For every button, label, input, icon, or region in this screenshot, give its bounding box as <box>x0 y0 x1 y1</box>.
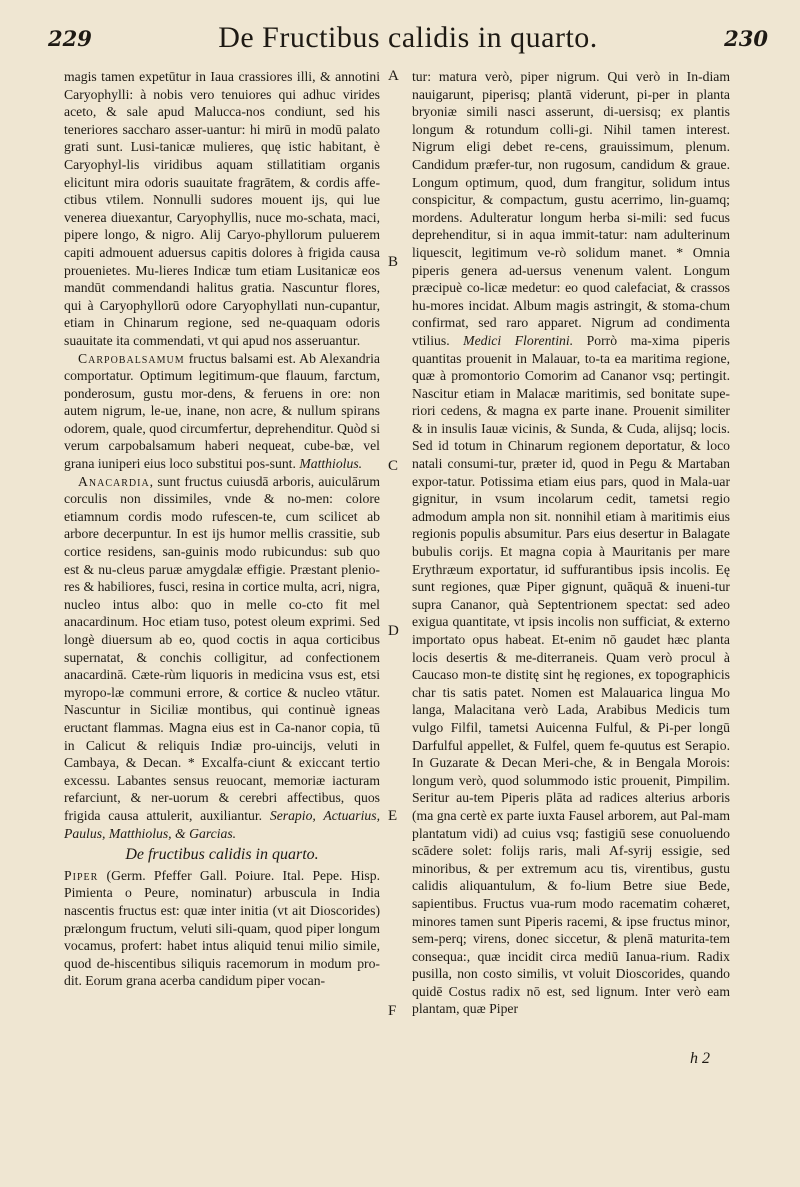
paragraph-piper-continued: tur: matura verò, piper nigrum. Qui verò in In-diam nauigarunt, piperisq; plantā viderunt, pi-per in planta bryoniæ simili nasci asserunt, di-uersisq; ex plantis longum & rotundum colli-gi. Nihil tamen interest. Nigrum eligi debet re-cens, grauissimum, plenum. Candidum præfer-tur, non rugosum, candidum & graue. Longum optimum, quod, dum frangitur, solidum intus conspicitur, & compactum, gustu acerrimo, lin-guamq; mordens. Adulteratur longum herba si-mili: sed fucus deprehenditur, si in aqua immit-tatur: nam adulterinum liquescit, legitimum ve-rò solidum manet. * Omnia piperis genera ad-uersus venenum valent. Longum præcipuè co-licæ medetur: eo quod calefaciat, & crassos hu-mores incidat. Album magis astringit, & stoma-chum confirmat, sed raro apparet. Nigrum ad condimenta vtilius. Medici Florentini. Porrò ma-xima piperis quantitas prouenit in Malauar, to-ta ea maritima regione, quæ à promontorio Comorim ad Cananor vsq; pertingit. Nascitur etiam in Malacæ maritimis, sed bonitate supe-riori cedens, & magna ex parte inane. Prouenit similiter & in insulis Iauæ vicinis, & Sunda, & Cuda, alijsq; locis. Sed id totum in Chinarum regionem deportatur, & loco natali consumi-tur, præter id, quod in Pegu & Martaban expor-tatur. Potissima etiam eius pars, quod in Mala-uar gignitur, in vsum incolarum cedit, tametsi regio admodum ampla non sit. nonnihil etiam à maritimis eius regionis populis absumitur. Pars eius desertur in Balagate bubulis corijs. Et magna copia à Mauritanis per mare Erythræum exportatur, id suffurantibus ipsis incolis. Eę sunt regiones, quæ Piper gignunt, quāquā & inueni-tur supra Cananor, quà Septentrionem spectat: sed adeo exigua quantitate, vt ipsis incolis non sufficiat, & externo importato opus habeat. Et-enim nō gaudet hæc planta locis desertis & me-diterraneis. Quam verò procul à Caucaso mon-te distitę sint hę regiones, ex topographicis char tis satis patet. Nomen est Malauarica lingua Mo langa, Malacitana verò Lada, Arabibus Medicis tum vulgo Filfil, tametsi Auicenna Fulful, & Pi-per longū Darfulful appellet, & Fulfel, quem fe-quutus est Serapio. In Guzarate & Decan Meri-che, & in Bengala Morois: longum verò, quod solummodo istic prouenit, Pimpilim. Seritur au-tem Piperis plāta ad radices alterius arboris (ma gna certè ex parte iuxta Fausel arborem, aut Pal-mam plantatum vidi) ad cuius vsq; fastigiū sese conuoluendo scādere solet: folijs raris, mali Af-syrij essigie, sed minoribus, & per extremum acu tis, virentibus, gustu calidis aliquantulum, & fo-lium Betre siue Bede, sapientibus. Fructus vua-rum modo racematim cohæret, minores tamen sunt Piperis racemi, & ipse fructus minor, sem-perq; virens, donec siccetur, & plenā maturita-tem consequa:, quæ incidit circa mediū Ianua-rium. Radix pusilla, non costo similis, vt voluit Dioscorides, quando quidē Costus radix nō est, sed lignum. Inter verò eam plantam, quæ Piper <box>412 69 730 1017</box>
paragraph-carpobalsamum: Carpobalsamum fructus balsami est. Ab Alexandria comportatur. Optimum legitimum-que flauum, farctum, ponderosum, gustu mor-dens, & feruens in ore: non autem nigrum, le-ue, inane, non acre, & nullum spirans odorem, quale, quod circumfertur, deprehenditur. Quòd si verum carpobalsamum haberi nequeat, cube-bæ, vel grana iuniperi eius loco substitui pos-sunt. Matthiolus. <box>64 350 380 472</box>
margin-letter: F <box>388 1003 397 1019</box>
section-heading: De fructibus calidis in quarto. <box>125 846 319 864</box>
paragraph-caryophylli: magis tamen expetūtur in Iaua crassiores illi, & annotini Caryophylli: à nobis vero tenuiores qui adhuc virides aceto, & sale apud Malucca-nos condiunt, sed his teneriores saccharo asser-uantur: hi mirū in modū palato grati sunt. Lusi-tanicæ mulieres, quę istic habitant, è Caryophyl-lis viridibus aquam stillatitiam organis elicitunt mira odoris suauitate fragrātem, & cordis affe-ctibus vtilem. Nonnulli sudores mouent ijs, qui lue venerea diuexantur, Caryophyllis, nuce mo-schata, maci, pipere longo, & nigro. Alij Caryo-phyllorum puluerem capiti admouent aduersus capitis dolores à frigida causa prouenietes. Mu-lieres Indicæ tum etiam Lusitanicæ eos mandūt commendandi halitus gratia. Nascuntur flores, qui à Caryophyllorū odore Caryophyllati nun-cupantur, etiam in Chinarum regione, sed ne-quaquam odoris suauitate ita commendati, vt qui apud nos asseruantur. <box>64 69 380 348</box>
author-citation: Serapio, Actuarius, Paulus, Matthiolus, & Garcias. <box>64 807 380 841</box>
page-number-left: 229 <box>48 25 92 51</box>
author-citation: Matthiolus. <box>299 456 363 472</box>
page-header <box>48 18 768 58</box>
entry-lead-anacardia: Anacardia <box>78 473 150 489</box>
left-column <box>64 68 380 990</box>
margin-letter: E <box>388 808 398 824</box>
signature-mark: h 2 <box>690 1050 710 1067</box>
column-margin-letters <box>382 68 410 1019</box>
margin-letter: A <box>388 68 399 84</box>
right-column <box>412 68 730 1018</box>
paragraph-piper: Piper (Germ. Pfeffer Gall. Poiure. Ital. Pepe. Hisp. Pimienta o Peure, nominatur) arbuscula in India nascentis fructus est: quæ inter initia (vt ait Dioscorides) prælongum fructum, veluti sili-quam, quod piper longum vocamus, profert: habet intus aliquid tenui milio simile, quod de-hiscentibus siliquis racemorum in modum pro-dit. Eorum grana acerba candidum piper vocan- <box>64 867 380 989</box>
paragraph-anacardia: Anacardia, sunt fructus cuiusdā arboris, auiculārum corculis non dissimiles, vnde & no-men: colore etiamnum cordis modo rufescen-te, cum scilicet ab arbore decerpuntur. In est ijs humor mellis crassitie, sub cortice residens, san-guinis modo rubicundus: sub quo est & nu-cleus paruæ amygdalæ effigie. Præstant plenio-res & habiliores, fusci, resina in cortice multa, acri, nigra, nucleo intus albo: quo in melle co-cto fit mel anacardinum. Hoc etiam tuso, potest oleum exprimi. Sed longè diuersum ab eo, quod coctis in aqua corticibus supernatat, & conchis colligitur, ad confectionem anacardinā. Cæte-rùm liquoris in medicina vsus est, etsi myropo-læ communi errore, & cortice & nucleo vtātur. Nascuntur in Siciliæ montibus, qui continuè igneas eructant flammas. Magna eius est in Ca-nanor copia, tū in Calicut & reliquis Indiæ pro-uincijs, veluti in Cambaya, & Decan. * Excalfa-ciunt & exiccant tertio excessu. Labantes sensus reuocant, memoriæ iacturam refarciunt, & ner-uorum & cerebri affectibus, quos frigida causa attulerit, auxiliantur. Serapio, Actuarius, Paulus, Matthiolus, & Garcias. <box>64 473 380 841</box>
page-number-right: 230 <box>724 25 768 51</box>
margin-letter: D <box>388 623 399 639</box>
author-citation: Medici Florentini. <box>463 332 574 348</box>
running-title: De Fructibus calidis in quarto. <box>218 21 598 54</box>
entry-lead-piper: Piper <box>64 867 99 883</box>
entry-lead-carpobalsamum: Carpobalsamum <box>78 350 185 366</box>
margin-letter: C <box>388 458 399 474</box>
margin-letter: B <box>388 254 399 270</box>
